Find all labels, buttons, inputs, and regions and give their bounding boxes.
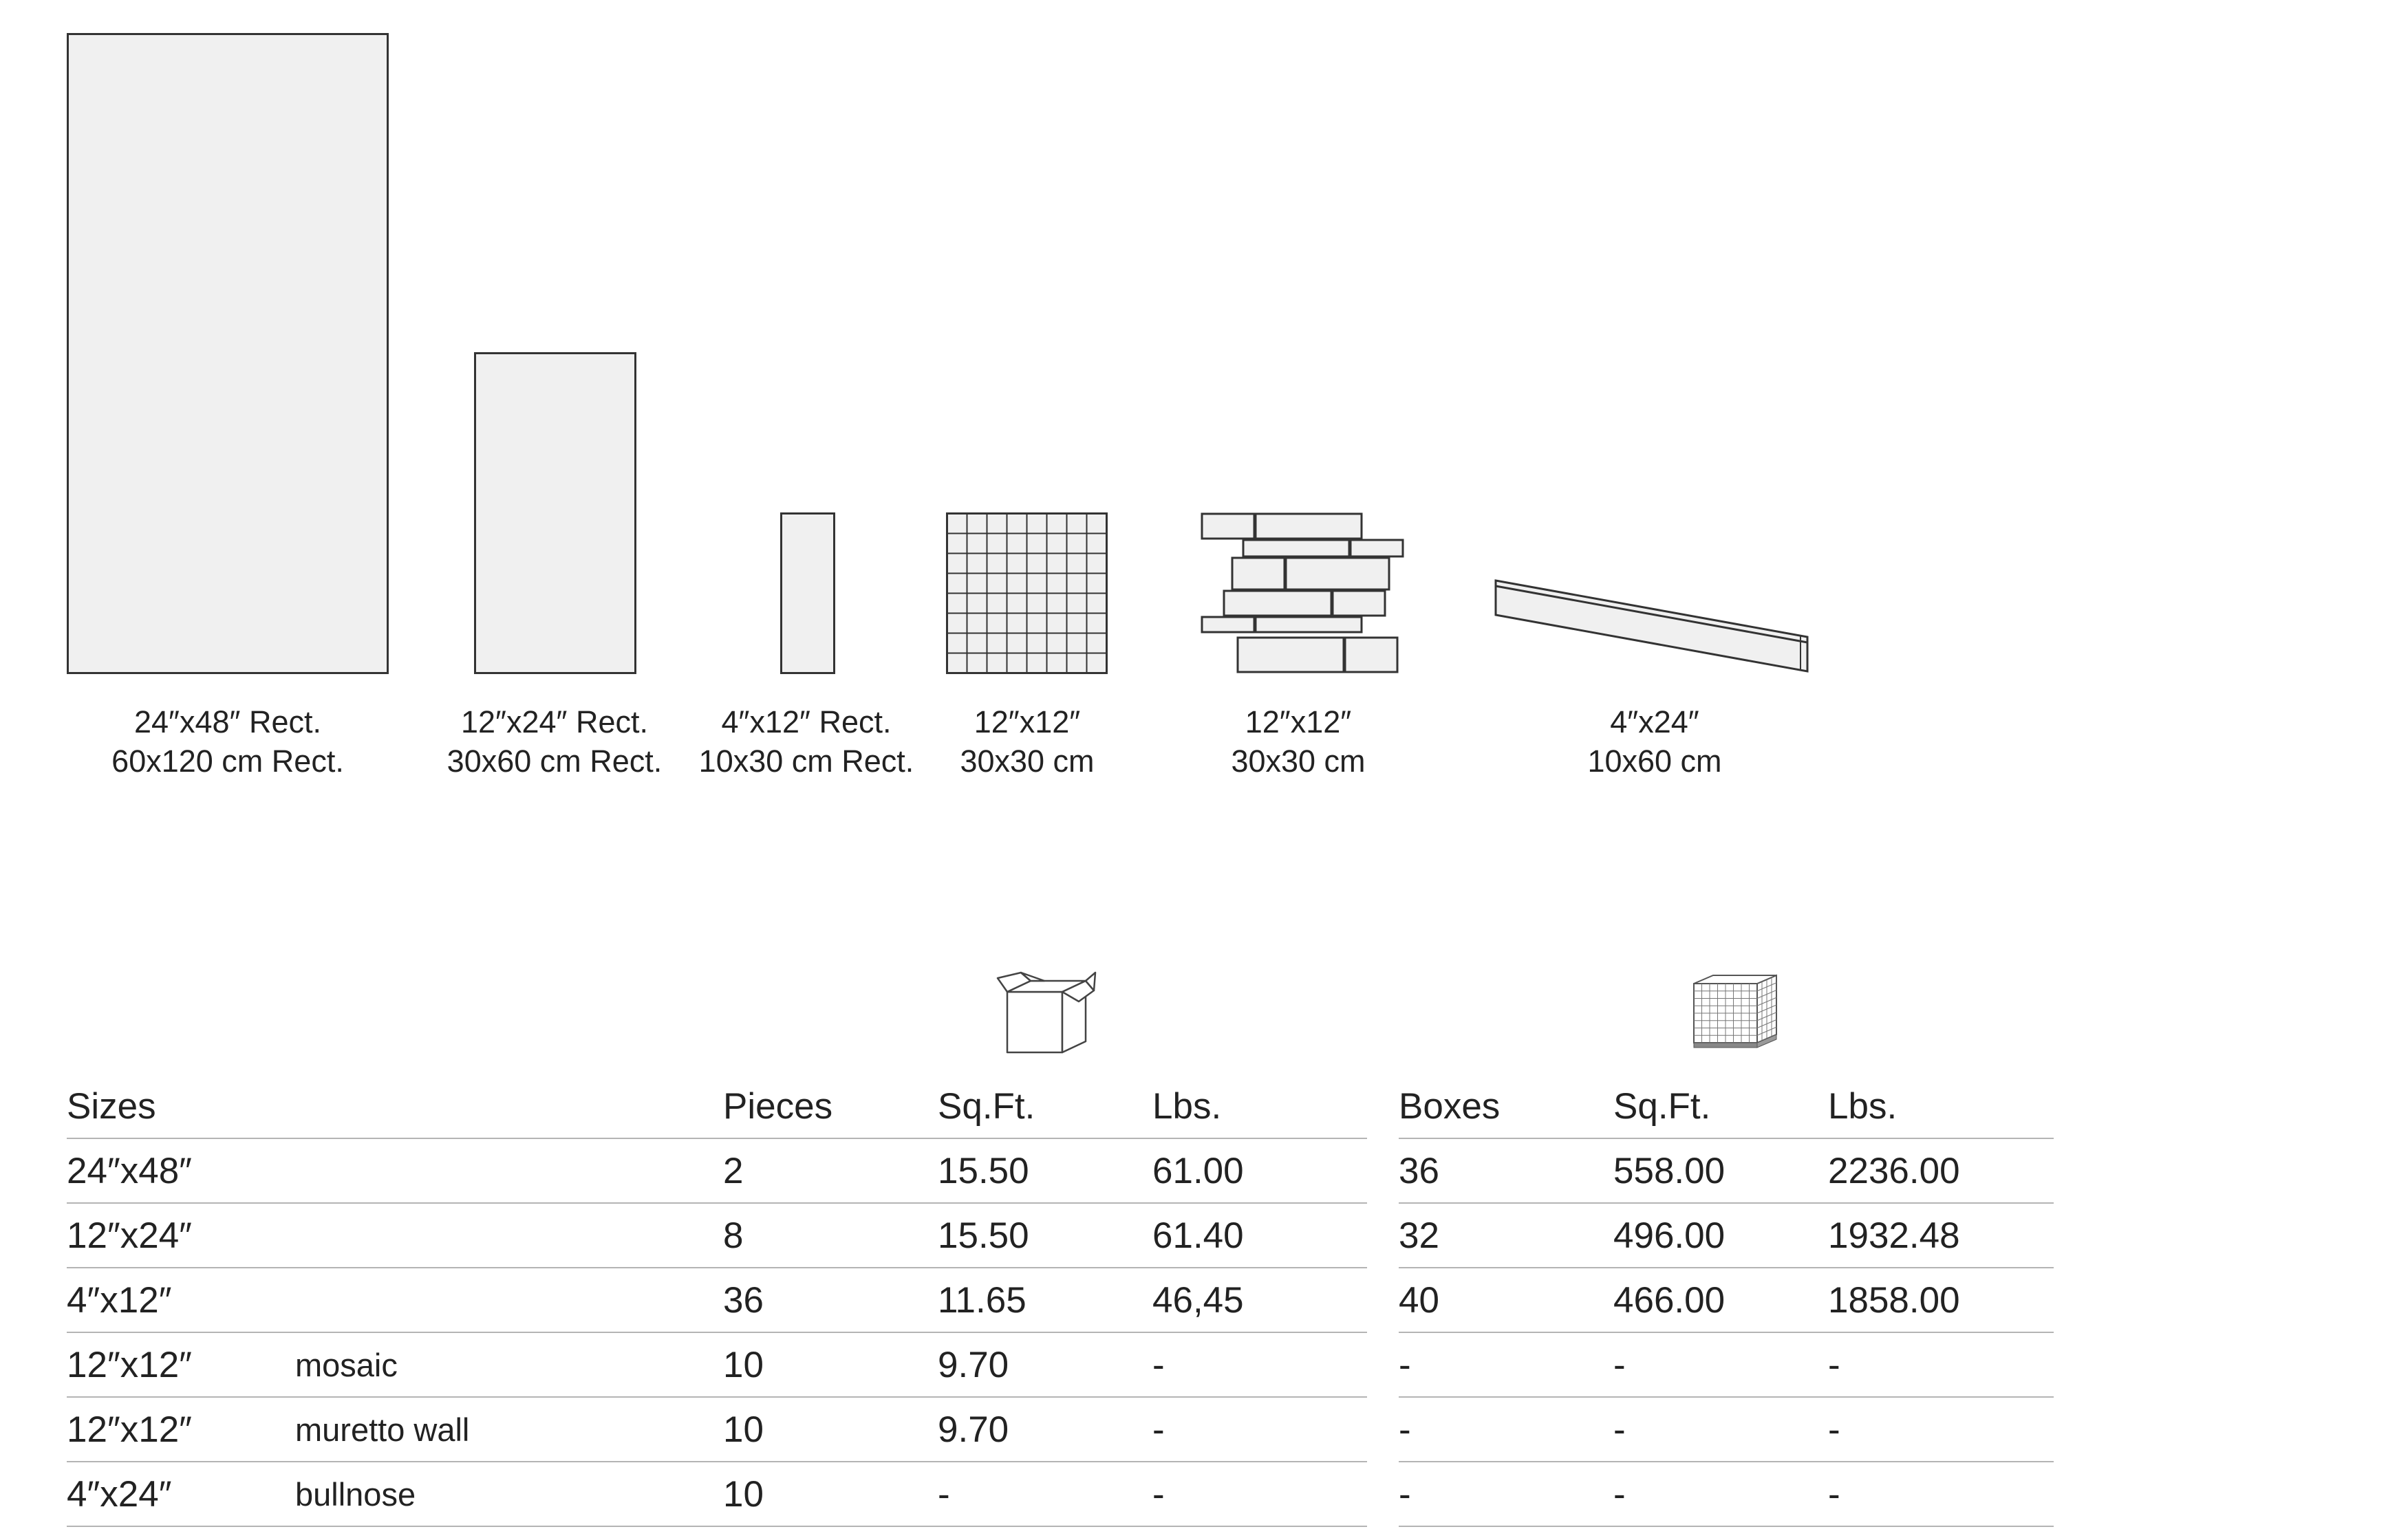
cell-sqft: 496.00 [1613, 1203, 1828, 1268]
caption-line-metric: 10x30 cm Rect. [698, 744, 914, 779]
cell-size: 12″x12″ [67, 1397, 295, 1462]
cell-type [295, 1138, 723, 1203]
table-row [67, 1397, 1367, 1462]
table-header-row [1399, 1074, 2054, 1138]
box-icon [996, 971, 1099, 1061]
cell-sqft: 15.50 [938, 1203, 1152, 1268]
cell-boxes: - [1399, 1397, 1613, 1462]
cell-lbs: 1932.48 [1828, 1203, 2054, 1268]
cell-size: 4″x12″ [67, 1268, 295, 1332]
cell-sqft: 9.70 [938, 1332, 1152, 1397]
caption-line-imperial: 24″x48″ Rect. [134, 704, 321, 739]
caption-line-imperial: 12″x12″ [974, 704, 1081, 739]
caption-line-imperial: 12″x12″ [1245, 704, 1352, 739]
cell-lbs: 46,45 [1152, 1268, 1367, 1332]
table-row [67, 1138, 1367, 1203]
cell-size: 12″x24″ [67, 1203, 295, 1268]
caption-line-metric: 60x120 cm Rect. [111, 744, 344, 779]
table-row [1399, 1138, 2054, 1203]
spec-table-per-box [67, 1074, 1367, 1527]
cell-lbs: 61.40 [1152, 1203, 1367, 1268]
header-lbs: Lbs. [1152, 1074, 1367, 1138]
cell-sqft: - [1613, 1462, 1828, 1526]
table-header-row [67, 1074, 1367, 1138]
cell-pieces: 10 [723, 1462, 938, 1526]
header-sqft: Sq.Ft. [1613, 1074, 1828, 1138]
header-sizes: Sizes [67, 1074, 295, 1138]
cell-sqft: - [1613, 1332, 1828, 1397]
table-row [67, 1462, 1367, 1526]
tile-caption-24x48 [111, 702, 344, 781]
tile-mosaic-drawing [946, 512, 1108, 674]
caption-line-metric: 10x60 cm [1587, 744, 1722, 779]
header-pieces: Pieces [723, 1074, 938, 1138]
table-row [1399, 1203, 2054, 1268]
cell-type: muretto wall [295, 1397, 723, 1462]
caption-line-metric: 30x30 cm [960, 744, 1095, 779]
cell-sqft: 558.00 [1613, 1138, 1828, 1203]
tile-caption-12x24 [447, 702, 663, 781]
cell-pieces: 8 [723, 1203, 938, 1268]
cell-type: bullnose [295, 1462, 723, 1526]
table-row [67, 1203, 1367, 1268]
table-row [1399, 1397, 2054, 1462]
cell-pieces: 10 [723, 1332, 938, 1397]
header-lbs: Lbs. [1828, 1074, 2054, 1138]
caption-line-metric: 30x30 cm [1231, 744, 1366, 779]
header-sqft: Sq.Ft. [938, 1074, 1152, 1138]
cell-lbs: - [1828, 1332, 2054, 1397]
tile-muretto-drawing [1201, 512, 1407, 674]
cell-type: mosaic [295, 1332, 723, 1397]
cell-lbs: - [1828, 1462, 2054, 1526]
cell-sqft: 11.65 [938, 1268, 1152, 1332]
cell-boxes: 40 [1399, 1268, 1613, 1332]
tile-caption-4x12 [699, 702, 914, 781]
caption-line-metric: 30x60 cm Rect. [447, 744, 663, 779]
table-row [67, 1332, 1367, 1397]
cell-boxes: - [1399, 1332, 1613, 1397]
table-row [1399, 1268, 2054, 1332]
cell-sqft: 9.70 [938, 1397, 1152, 1462]
tile-24x48-drawing [67, 33, 389, 674]
cell-lbs: - [1828, 1397, 2054, 1462]
cell-sqft: 15.50 [938, 1138, 1152, 1203]
cell-boxes: - [1399, 1462, 1613, 1526]
tile-12x24-drawing [474, 352, 636, 674]
table-row [67, 1268, 1367, 1332]
cell-sqft: - [1613, 1397, 1828, 1462]
cell-type [295, 1268, 723, 1332]
cell-type [295, 1203, 723, 1268]
cell-sqft: 466.00 [1613, 1268, 1828, 1332]
cell-boxes: 36 [1399, 1138, 1613, 1203]
pallet-icon [1692, 971, 1779, 1054]
cell-size: 12″x12″ [67, 1332, 295, 1397]
caption-line-imperial: 4″x24″ [1610, 704, 1699, 739]
caption-line-imperial: 4″x12″ Rect. [721, 704, 892, 739]
tile-caption-bullnose [1587, 702, 1721, 781]
cell-boxes: 32 [1399, 1203, 1613, 1268]
caption-line-imperial: 12″x24″ Rect. [460, 704, 648, 739]
cell-sqft: - [938, 1462, 1152, 1526]
tile-caption-muretto [1231, 702, 1365, 781]
cell-lbs: - [1152, 1397, 1367, 1462]
cell-pieces: 10 [723, 1397, 938, 1462]
cell-lbs: 61.00 [1152, 1138, 1367, 1203]
tile-caption-mosaic [960, 702, 1094, 781]
cell-size: 24″x48″ [67, 1138, 295, 1203]
table-row [1399, 1332, 2054, 1397]
cell-lbs: 1858.00 [1828, 1268, 2054, 1332]
table-row [1399, 1462, 2054, 1526]
spec-table-per-pallet [1399, 1074, 2054, 1527]
header-type [295, 1074, 723, 1138]
header-boxes: Boxes [1399, 1074, 1613, 1138]
cell-size: 4″x24″ [67, 1462, 295, 1526]
cell-lbs: 2236.00 [1828, 1138, 2054, 1203]
cell-lbs: - [1152, 1332, 1367, 1397]
tile-bullnose-drawing [1493, 578, 1809, 678]
cell-lbs: - [1152, 1462, 1367, 1526]
cell-pieces: 36 [723, 1268, 938, 1332]
tile-4x12-drawing [780, 512, 835, 674]
cell-pieces: 2 [723, 1138, 938, 1203]
